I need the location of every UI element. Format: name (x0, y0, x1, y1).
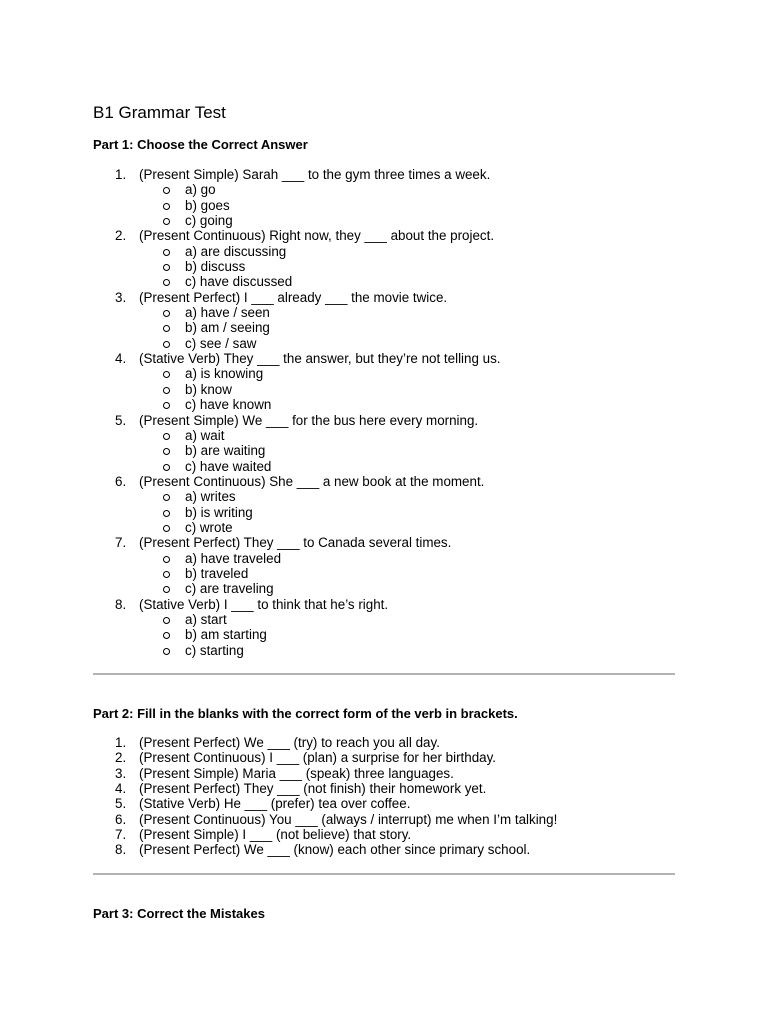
answer-option-list (139, 489, 501, 535)
question-number: 2. (115, 750, 127, 766)
question-number: 6. (115, 811, 127, 827)
answer-option (139, 551, 501, 566)
answer-option-text: a) are discussing (185, 243, 287, 259)
question-number: 4. (115, 781, 127, 797)
question-number: 5. (115, 412, 127, 428)
answer-option (139, 244, 501, 259)
question-text: (Present Continuous) I ___ (plan) a surprise for her birthday. (139, 750, 497, 766)
question-item (93, 290, 501, 351)
answer-option-text: c) going (185, 213, 233, 229)
answer-option (139, 581, 501, 596)
part2-heading: Part 2: Fill in the blanks with the correct form of the verb in brackets. (93, 706, 518, 721)
answer-option-list (139, 305, 501, 351)
section-divider-1 (93, 673, 675, 675)
answer-option (139, 366, 501, 381)
answer-option-text: a) writes (185, 489, 236, 505)
answer-option (139, 643, 501, 658)
circle-bullet-icon (163, 387, 170, 394)
answer-option-text: c) are traveling (185, 581, 274, 597)
circle-bullet-icon (163, 249, 170, 256)
answer-option (139, 305, 501, 320)
answer-option (139, 259, 501, 274)
answer-option (139, 274, 501, 289)
question-item (93, 167, 501, 228)
document-title: B1 Grammar Test (93, 103, 226, 122)
question-number: 3. (115, 765, 127, 781)
question-item (93, 796, 557, 811)
answer-option (139, 320, 501, 335)
answer-option-list (139, 244, 501, 290)
answer-option (139, 198, 501, 213)
question-number: 6. (115, 473, 127, 489)
question-text: (Stative Verb) He ___ (prefer) tea over coffee. (139, 796, 411, 812)
answer-option (139, 566, 501, 581)
question-number: 5. (115, 796, 127, 812)
answer-option (139, 428, 501, 443)
question-text: (Present Continuous) She ___ a new book at the moment. (139, 473, 485, 489)
question-text: (Present Continuous) You ___ (always / interrupt) me when I’m talking! (139, 811, 558, 827)
answer-option (139, 397, 501, 412)
question-item (93, 735, 557, 750)
answer-option-text: b) know (185, 381, 232, 397)
question-number: 7. (115, 535, 127, 551)
answer-option-text: c) see / saw (185, 335, 257, 351)
circle-bullet-icon (163, 433, 170, 440)
circle-bullet-icon (163, 510, 170, 517)
question-text: (Present Continuous) Right now, they ___ about the project. (139, 228, 495, 244)
question-item (93, 351, 501, 412)
question-item (93, 842, 557, 857)
circle-bullet-icon (163, 556, 170, 563)
answer-option-list (139, 182, 501, 228)
answer-option-text: c) starting (185, 642, 244, 658)
answer-option-text: a) have / seen (185, 305, 270, 321)
question-text: (Present Simple) I ___ (not believe) that story. (139, 827, 412, 843)
circle-bullet-icon (163, 464, 170, 471)
circle-bullet-icon (163, 325, 170, 332)
answer-option-text: a) have traveled (185, 550, 282, 566)
question-number: 3. (115, 289, 127, 305)
question-text: (Present Simple) Maria ___ (speak) three languages. (139, 765, 454, 781)
question-number: 1. (115, 735, 127, 750)
answer-option-text: b) am / seeing (185, 320, 270, 336)
circle-bullet-icon (163, 279, 170, 286)
circle-bullet-icon (163, 264, 170, 271)
circle-bullet-icon (163, 525, 170, 532)
answer-option-text: b) goes (185, 197, 230, 213)
answer-option (139, 489, 501, 504)
answer-option (139, 382, 501, 397)
part3-heading: Part 3: Correct the Mistakes (93, 906, 265, 921)
answer-option-text: b) are waiting (185, 443, 266, 459)
question-number: 1. (115, 167, 127, 182)
circle-bullet-icon (163, 187, 170, 194)
answer-option (139, 443, 501, 458)
circle-bullet-icon (163, 617, 170, 624)
answer-option-text: c) have discussed (185, 274, 293, 290)
question-item (93, 766, 557, 781)
question-number: 4. (115, 351, 127, 367)
circle-bullet-icon (163, 586, 170, 593)
answer-option-text: c) have known (185, 397, 272, 413)
answer-option-list (139, 366, 501, 412)
answer-option-text: a) wait (185, 427, 225, 443)
question-text: (Present Simple) We ___ for the bus here every morning. (139, 412, 479, 428)
question-item (93, 812, 557, 827)
question-text: (Present Perfect) We ___ (know) each other since primary school. (139, 842, 531, 858)
answer-option-text: b) discuss (185, 259, 246, 275)
circle-bullet-icon (163, 494, 170, 501)
question-item (93, 228, 501, 289)
answer-option-list (139, 428, 501, 474)
question-item (93, 827, 557, 842)
circle-bullet-icon (163, 203, 170, 210)
part2-question-list (93, 735, 557, 858)
answer-option-text: b) traveled (185, 565, 249, 581)
answer-option (139, 627, 501, 642)
part1-question-list (93, 167, 501, 658)
question-text: (Present Simple) Sarah ___ to the gym three times a week. (139, 167, 491, 182)
answer-option (139, 505, 501, 520)
question-text: (Present Perfect) They ___ (not finish) their homework yet. (139, 781, 487, 797)
answer-option (139, 336, 501, 351)
question-number: 2. (115, 228, 127, 244)
circle-bullet-icon (163, 648, 170, 655)
answer-option-text: c) have waited (185, 458, 272, 474)
question-item (93, 535, 501, 596)
circle-bullet-icon (163, 632, 170, 639)
circle-bullet-icon (163, 402, 170, 409)
question-item (93, 750, 557, 765)
answer-option (139, 459, 501, 474)
answer-option-text: b) is writing (185, 504, 253, 520)
answer-option-text: a) go (185, 182, 216, 198)
circle-bullet-icon (163, 571, 170, 578)
answer-option (139, 213, 501, 228)
question-text: (Present Perfect) They ___ to Canada several times. (139, 535, 452, 551)
part1-heading: Part 1: Choose the Correct Answer (93, 137, 308, 152)
section-divider-2 (93, 873, 675, 875)
circle-bullet-icon (163, 371, 170, 378)
question-item (93, 781, 557, 796)
circle-bullet-icon (163, 218, 170, 225)
question-text: (Present Perfect) We ___ (try) to reach you all day. (139, 735, 440, 750)
answer-option (139, 612, 501, 627)
answer-option (139, 182, 501, 197)
question-number: 8. (115, 842, 127, 858)
answer-option-list (139, 612, 501, 658)
circle-bullet-icon (163, 341, 170, 348)
question-item (93, 597, 501, 658)
circle-bullet-icon (163, 310, 170, 317)
answer-option-list (139, 551, 501, 597)
question-number: 8. (115, 596, 127, 612)
answer-option-text: a) start (185, 611, 227, 627)
answer-option-text: a) is knowing (185, 366, 264, 382)
question-text: (Stative Verb) They ___ the answer, but they’re not telling us. (139, 351, 501, 367)
question-number: 7. (115, 827, 127, 843)
answer-option (139, 520, 501, 535)
question-text: (Present Perfect) I ___ already ___ the movie twice. (139, 289, 448, 305)
question-text: (Stative Verb) I ___ to think that he’s right. (139, 596, 389, 612)
question-item (93, 474, 501, 535)
answer-option-text: c) wrote (185, 519, 233, 535)
circle-bullet-icon (163, 448, 170, 455)
answer-option-text: b) am starting (185, 627, 267, 643)
question-item (93, 413, 501, 474)
